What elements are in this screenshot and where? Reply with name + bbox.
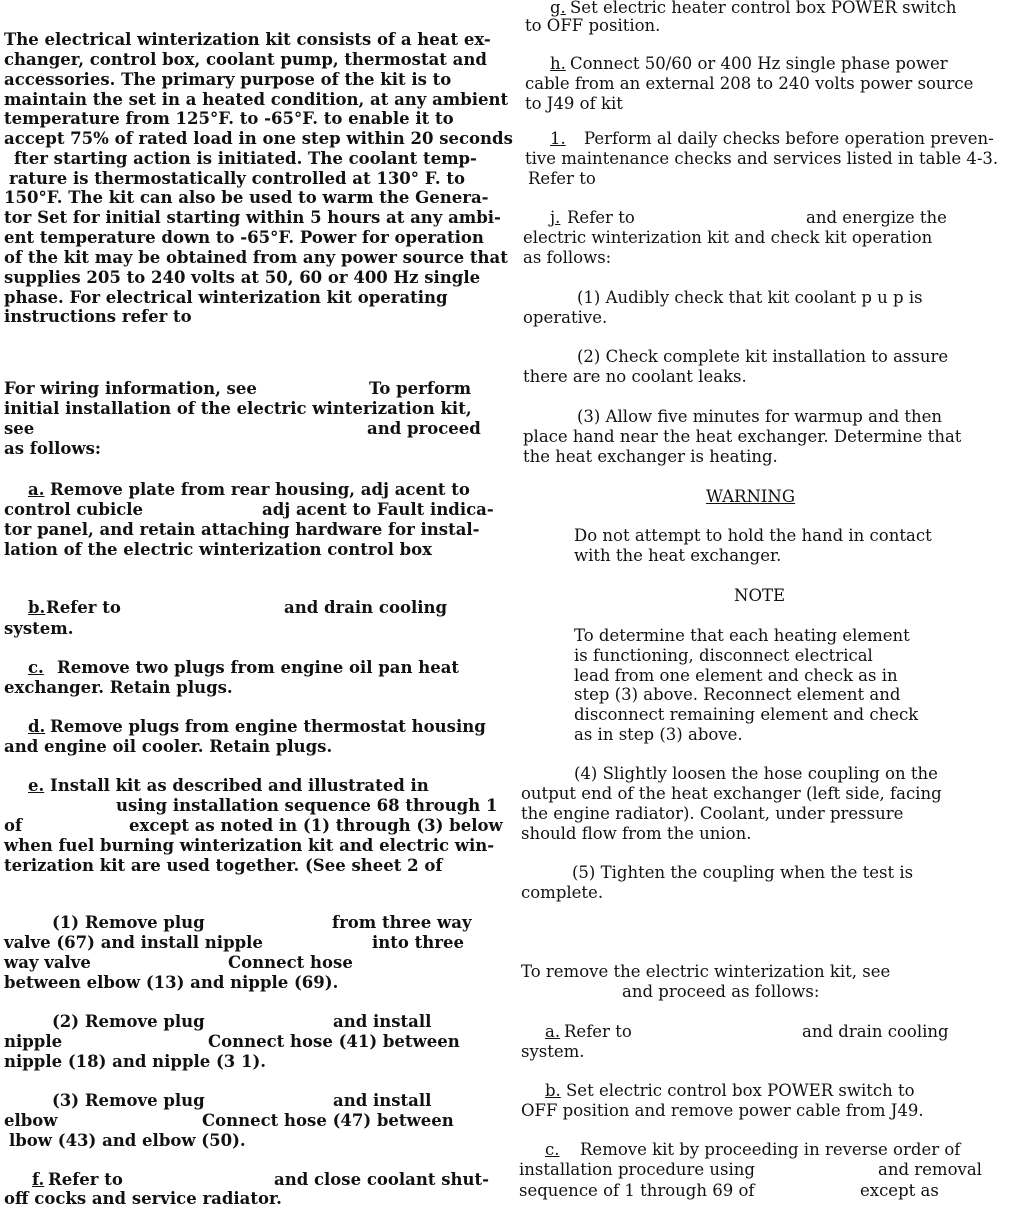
intro-line: phase. For electrical winterization kit operating — [4, 288, 448, 307]
intro-line: fter starting action is initiated. The coolant temp- — [14, 149, 477, 168]
text-line: (2) Check complete kit installation to assure — [577, 347, 949, 366]
text-line: control cubicle — [4, 500, 144, 519]
text-line: and energize the — [806, 208, 947, 227]
text-line: Refer to — [48, 1170, 123, 1189]
intro-line: temperature from 125°F. to -65°F. to enable it to — [4, 109, 454, 128]
text-line: and removal — [878, 1160, 982, 1179]
text-line: Connect 50/60 or 400 Hz single phase power — [570, 54, 948, 73]
text-line: should flow from the union. — [521, 824, 752, 843]
text-line: system. — [4, 619, 74, 638]
step-marker: j. — [550, 208, 561, 227]
text-line: (3) Remove plug — [52, 1091, 205, 1110]
text-line: and close coolant shut- — [274, 1170, 489, 1189]
text-line: Set electric control box POWER switch to — [566, 1081, 915, 1100]
text-line: lation of the electric winterization control box — [4, 540, 432, 559]
text-line: to OFF position. — [525, 16, 661, 35]
intro-line: maintain the set in a heated condition, at any ambient — [4, 90, 509, 109]
text-line: elbow — [4, 1111, 58, 1130]
text-line: (1) Remove plug — [52, 913, 205, 932]
intro-line: accept 75% of rated load in one step within 20 seconds — [4, 129, 513, 148]
intro-line: 150°F. The kit can also be used to warm the Genera- — [4, 188, 489, 207]
text-line: Remove kit by proceeding in reverse order of — [580, 1140, 961, 1159]
text-line: into three — [372, 933, 464, 952]
intro-line: instructions refer to — [4, 307, 192, 326]
text-line: and proceed as follows: — [622, 982, 820, 1001]
text-line: system. — [521, 1042, 585, 1061]
text-line: To remove the electric winterization kit, see — [521, 962, 891, 981]
text-line: initial installation of the electric winterization kit, — [4, 399, 472, 418]
text-line: (2) Remove plug — [52, 1012, 205, 1031]
text-line: lbow (43) and elbow (50). — [9, 1131, 246, 1150]
text-line: (4) Slightly loosen the hose coupling on the — [574, 764, 938, 783]
text-line: output end of the heat exchanger (left side, facing — [521, 784, 942, 803]
step-marker: 1. — [550, 129, 566, 148]
text-line: complete. — [521, 883, 604, 902]
text-line: and install — [333, 1091, 432, 1110]
text-line: Remove plate from rear housing, adj acent to — [50, 480, 470, 499]
text-line: and engine oil cooler. Retain plugs. — [4, 737, 333, 756]
text-line: between elbow (13) and nipple (69). — [4, 973, 339, 992]
step-marker: c. — [545, 1140, 560, 1159]
text-line: tive maintenance checks and services listed in table 4-3. — [525, 149, 999, 168]
text-line: of — [4, 816, 23, 835]
text-line: Refer to — [528, 169, 596, 188]
text-line: (3) Allow five minutes for warmup and then — [577, 407, 943, 426]
intro-line: accessories. The primary purpose of the kit is to — [4, 70, 452, 89]
text-line: (5) Tighten the coupling when the test is — [572, 863, 914, 882]
intro-line: tor Set for initial starting within 5 hours at any ambi- — [4, 208, 501, 227]
text-line: step (3) above. Reconnect element and — [574, 685, 901, 704]
step-marker: b. — [28, 598, 46, 617]
step-marker: h. — [550, 54, 566, 73]
intro-line: supplies 205 to 240 volts at 50, 60 or 400 Hz single — [4, 268, 481, 287]
warning-title: WARNING — [706, 487, 796, 506]
text-line: For wiring information, see — [4, 379, 257, 398]
text-line: Connect hose — [228, 953, 353, 972]
text-line: Remove two plugs from engine oil pan heat — [57, 658, 460, 677]
text-line: installation procedure using — [519, 1160, 755, 1179]
step-marker: f. — [32, 1170, 45, 1189]
step-marker: b. — [545, 1081, 561, 1100]
text-line: adj acent to Fault indica- — [262, 500, 494, 519]
text-line: as follows: — [4, 439, 101, 458]
text-line: using installation sequence 68 through 1 — [116, 796, 498, 815]
text-line: lead from one element and check as in — [574, 666, 898, 685]
text-line: Refer to — [567, 208, 635, 227]
text-line: (1) Audibly check that kit coolant p u p is — [577, 288, 923, 307]
text-line: and drain cooling — [284, 598, 448, 617]
text-line: valve (67) and install nipple — [4, 933, 263, 952]
intro-line: rature is thermostatically controlled at 130° F. to — [9, 169, 465, 188]
text-line: as follows: — [523, 248, 612, 267]
intro-line: The electrical winterization kit consists of a heat ex- — [4, 30, 491, 49]
text-line: Refer to — [46, 598, 121, 617]
text-line: Perform al daily checks before operation preven- — [584, 129, 994, 148]
text-line: Install kit as described and illustrated in — [50, 776, 429, 795]
text-line: To perform — [369, 379, 472, 398]
text-line: the engine radiator). Coolant, under pressure — [521, 804, 904, 823]
text-line: nipple (18) and nipple (3 1). — [4, 1052, 267, 1071]
text-line: from three way — [332, 913, 472, 932]
text-line: sequence of 1 through 69 of — [519, 1181, 755, 1200]
text-line: and drain cooling — [802, 1022, 949, 1041]
text-line: electric winterization kit and check kit operation — [523, 228, 933, 247]
text-line: operative. — [523, 308, 608, 327]
text-line: see — [4, 419, 35, 438]
text-line: is functioning, disconnect electrical — [574, 646, 873, 665]
text-line: with the heat exchanger. — [574, 546, 782, 565]
text-line: there are no coolant leaks. — [523, 367, 747, 386]
intro-line: of the kit may be obtained from any power source that — [4, 248, 508, 267]
text-line: and proceed — [367, 419, 481, 438]
text-line: OFF position and remove power cable from J49. — [521, 1101, 924, 1120]
text-line: exchanger. Retain plugs. — [4, 678, 233, 697]
text-line: Connect hose (41) between — [208, 1032, 460, 1051]
text-line: Connect hose (47) between — [202, 1111, 454, 1130]
text-line: terization kit are used together. (See sheet 2 of — [4, 856, 443, 875]
text-line: disconnect remaining element and check — [574, 705, 919, 724]
step-marker: e. — [28, 776, 45, 795]
intro-line: ent temperature down to -65°F. Power for operation — [4, 228, 484, 247]
step-marker: g. — [550, 0, 566, 17]
text-line: when fuel burning winterization kit and electric win- — [4, 836, 495, 855]
step-marker: c. — [28, 658, 44, 677]
step-marker: a. — [28, 480, 45, 499]
text-line: place hand near the heat exchanger. Determine that — [523, 427, 962, 446]
text-line: nipple — [4, 1032, 63, 1051]
text-line: off cocks and service radiator. — [4, 1189, 282, 1208]
text-line: except as noted in (1) through (3) below — [129, 816, 503, 835]
text-line: to J49 of kit — [525, 94, 623, 113]
text-line: except as — [860, 1181, 939, 1200]
text-line: Do not attempt to hold the hand in contact — [574, 526, 932, 545]
intro-line: changer, control box, coolant pump, thermostat and — [4, 50, 487, 69]
step-marker: d. — [28, 717, 46, 736]
text-line: Remove plugs from engine thermostat housing — [50, 717, 486, 736]
step-marker: a. — [545, 1022, 561, 1041]
text-line: way valve — [4, 953, 91, 972]
text-line: and install — [333, 1012, 432, 1031]
text-line: the heat exchanger is heating. — [523, 447, 778, 466]
text-line: Refer to — [564, 1022, 632, 1041]
text-line: To determine that each heating element — [574, 626, 910, 645]
text-line: tor panel, and retain attaching hardware for instal- — [4, 520, 480, 539]
note-title: NOTE — [734, 586, 786, 605]
text-line: as in step (3) above. — [574, 725, 743, 744]
text-line: cable from an external 208 to 240 volts power source — [525, 74, 974, 93]
text-line: Set electric heater control box POWER switch — [570, 0, 957, 17]
